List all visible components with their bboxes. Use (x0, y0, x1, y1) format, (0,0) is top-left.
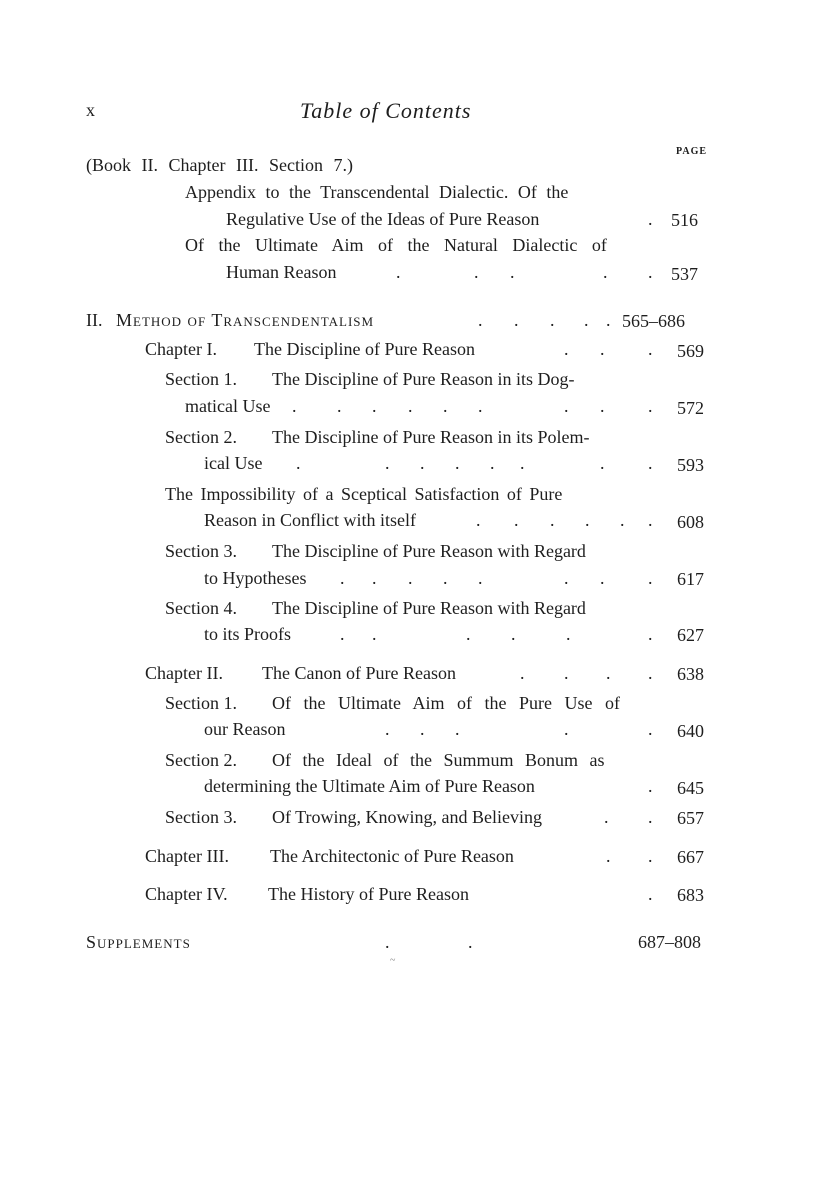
leader-dot: . (648, 453, 653, 473)
leader-dots: . (408, 396, 413, 416)
leader-dots: . (600, 568, 605, 588)
leader-dots: . (585, 510, 590, 530)
leader-dots: . (604, 807, 609, 827)
impossibility-page: 608 (677, 512, 704, 532)
leader-dots: . (620, 510, 625, 530)
ultimate-aim-page: 537 (671, 264, 698, 284)
s2-line1: The Discipline of Pure Reason in its Polem- (272, 427, 590, 447)
leader-dots: . (385, 932, 390, 952)
s1-page: 572 (677, 398, 704, 418)
end-ornament: ~ (390, 955, 396, 966)
s2-label: Section 2. (165, 427, 237, 447)
leader-dots: . (478, 568, 483, 588)
s3-label: Section 3. (165, 541, 237, 561)
leader-dot: . (648, 510, 653, 530)
ch1-title: The Discipline of Pure Reason (254, 339, 475, 359)
supplements-pages: 687–808 (638, 932, 701, 952)
leader-dots: . (420, 453, 425, 473)
c2s1-page: 640 (677, 721, 704, 741)
ch1-page: 569 (677, 341, 704, 361)
leader-dots: . (600, 339, 605, 359)
supplements-title: Supplements (86, 932, 191, 952)
leader-dots: . (566, 624, 571, 644)
leader-dot: . (648, 807, 653, 827)
leader-dot: . (648, 884, 653, 904)
leader-dots: . (520, 453, 525, 473)
appendix-page: 516 (671, 210, 698, 230)
c2s2-line1: Of the Ideal of the Summum Bonum as (272, 750, 605, 770)
leader-dots: . (372, 624, 377, 644)
page-number: x (86, 100, 95, 120)
c2s1-line1: Of the Ultimate Aim of the Pure Use of (272, 693, 620, 713)
leader-dot: . (648, 663, 653, 683)
leader-dots: . (564, 663, 569, 683)
c2s2-page: 645 (677, 778, 704, 798)
ch3-title: The Architectonic of Pure Reason (270, 846, 514, 866)
leader-dots: . (455, 453, 460, 473)
s4-page: 627 (677, 625, 704, 645)
leader-dots: . (600, 396, 605, 416)
leader-dots: . (455, 719, 460, 739)
leader-dots: . (385, 719, 390, 739)
impossibility-line2: Reason in Conflict with itself (204, 510, 416, 530)
ch4-page: 683 (677, 885, 704, 905)
leader-dot: . (648, 396, 653, 416)
s2-page: 593 (677, 455, 704, 475)
c2s3-page: 657 (677, 808, 704, 828)
leader-dot: . (648, 624, 653, 644)
leader-dots: . (606, 846, 611, 866)
s4-line1: The Discipline of Pure Reason with Regard (272, 598, 586, 618)
leader-dots: . (490, 453, 495, 473)
leader-dots: . (564, 568, 569, 588)
s3-line2: to Hypotheses (204, 568, 307, 588)
leader-dots: . (606, 310, 611, 330)
c2s2-label: Section 2. (165, 750, 237, 770)
leader-dot: . (648, 209, 653, 229)
leader-dot: . (648, 776, 653, 796)
s1-line2: matical Use (185, 396, 271, 416)
leader-dots: . (443, 568, 448, 588)
page-column-label: PAGE (676, 146, 708, 157)
ultimate-aim-line2: Human Reason (226, 262, 337, 282)
c2s1-line2: our Reason (204, 719, 286, 739)
leader-dots: . (408, 568, 413, 588)
c2s3-title: Of Trowing, Knowing, and Believing (272, 807, 542, 827)
part2-title: Method of Transcendentalism (116, 310, 375, 330)
leader-dots: . (511, 624, 516, 644)
leader-dots: . (292, 396, 297, 416)
s3-page: 617 (677, 569, 704, 589)
ch3-page: 667 (677, 847, 704, 867)
leader-dots: . (564, 339, 569, 359)
leader-dots: . (396, 262, 423, 282)
leader-dots: . (603, 262, 608, 282)
leader-dots: . (514, 510, 519, 530)
appendix-line1: Appendix to the Transcendental Dialectic. Of the (185, 182, 569, 202)
ch1-label: Chapter I. (145, 339, 217, 359)
leader-dots: . (520, 663, 525, 683)
s1-line1: The Discipline of Pure Reason in its Dog- (272, 369, 575, 389)
s2-line2: ical Use (204, 453, 263, 473)
s1-label: Section 1. (165, 369, 237, 389)
s4-label: Section 4. (165, 598, 237, 618)
leader-dot: . (648, 846, 653, 866)
leader-dots: . (340, 568, 345, 588)
book-heading: (Book II. Chapter III. Section 7.) (86, 155, 353, 175)
c2s3-label: Section 3. (165, 807, 237, 827)
ch2-page: 638 (677, 664, 704, 684)
leader-dot: . (648, 568, 653, 588)
impossibility-line1: The Impossibility of a Sceptical Satisfaction of Pure (165, 484, 563, 504)
leader-dots: . (510, 262, 515, 282)
leader-dots: . (514, 310, 519, 330)
leader-dot: . (648, 719, 653, 739)
part2-pages: 565–686 (622, 311, 685, 331)
leader-dots: . (550, 510, 555, 530)
leader-dots: . (584, 310, 589, 330)
ch2-title: The Canon of Pure Reason (262, 663, 456, 683)
leader-dots: . (420, 719, 425, 739)
leader-dots: . (550, 310, 555, 330)
ultimate-aim-line1: Of the Ultimate Aim of the Natural Dialectic of (185, 235, 607, 255)
leader-dots: . (385, 453, 390, 473)
s3-line1: The Discipline of Pure Reason with Regard (272, 541, 586, 561)
leader-dots: . (340, 624, 345, 644)
ch3-label: Chapter III. (145, 846, 229, 866)
leader-dot: . (648, 262, 653, 282)
ch4-label: Chapter IV. (145, 884, 228, 904)
running-title: Table of Contents (300, 98, 472, 123)
part2-numeral: II. (86, 310, 103, 330)
leader-dots: . (468, 932, 473, 952)
leader-dots: . (476, 510, 481, 530)
leader-dot: . (648, 339, 653, 359)
leader-dots: . (372, 396, 377, 416)
leader-dots: . (564, 396, 569, 416)
ch4-title: The History of Pure Reason (268, 884, 469, 904)
leader-dots: . (372, 568, 377, 588)
leader-dots: . (606, 663, 611, 683)
leader-dots: . (478, 396, 483, 416)
s4-line2: to its Proofs (204, 624, 292, 644)
leader-dots: . (564, 719, 569, 739)
c2s1-label: Section 1. (165, 693, 237, 713)
leader-dots: . (600, 453, 605, 473)
leader-dots: . (466, 624, 471, 644)
c2s2-line2: determining the Ultimate Aim of Pure Reason (204, 776, 535, 796)
appendix-line2: Regulative Use of the Ideas of Pure Reason (226, 209, 540, 229)
leader-dots: . (337, 396, 342, 416)
leader-dots: . (296, 453, 301, 473)
leader-dots: . (443, 396, 448, 416)
ch2-label: Chapter II. (145, 663, 223, 683)
leader-dots: . (478, 310, 483, 330)
leader-dots: . (474, 262, 479, 282)
